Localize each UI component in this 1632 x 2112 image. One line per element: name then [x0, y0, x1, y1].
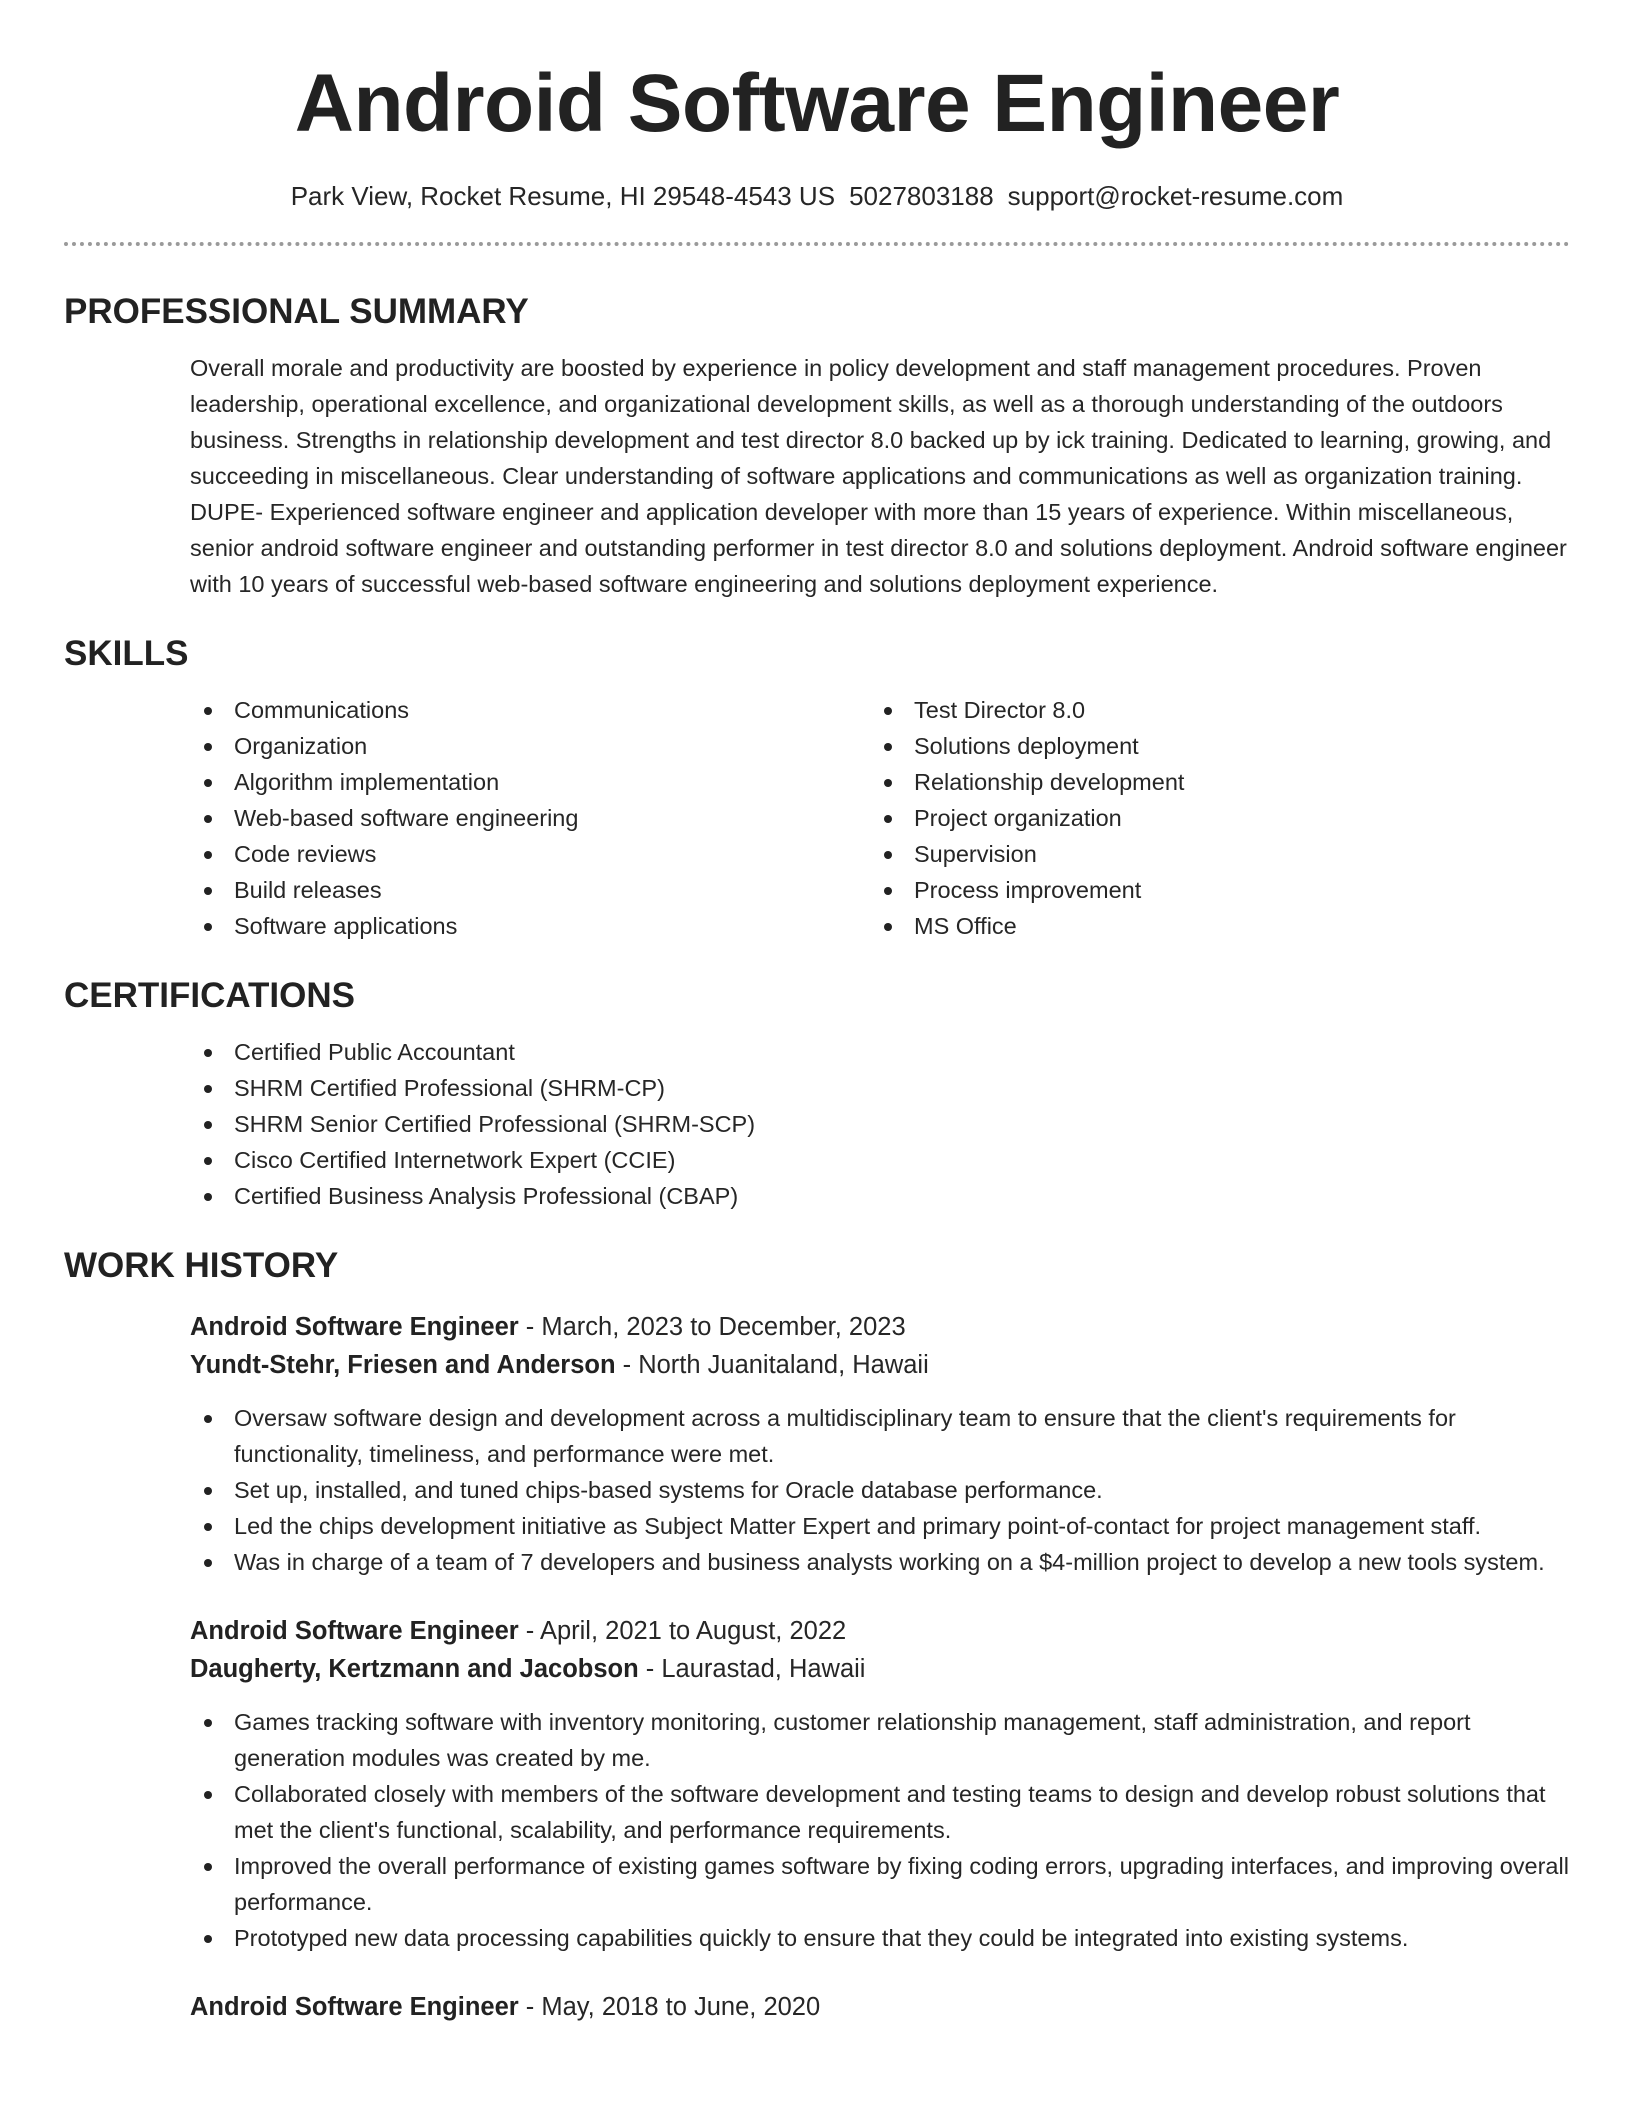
job-duty-item: Improved the overall performance of existing games software by fixing coding errors, upgrading interfaces, and improving overall performance.: [190, 1848, 1570, 1920]
skill-item: Process improvement: [870, 872, 1550, 908]
skill-item: Algorithm implementation: [190, 764, 870, 800]
skill-item: Code reviews: [190, 836, 870, 872]
certification-item: Certified Public Accountant: [190, 1034, 1570, 1070]
skill-item: Software applications: [190, 908, 870, 944]
skill-item: MS Office: [870, 908, 1550, 944]
certifications-list: [190, 1034, 1570, 1214]
job-duty-item: Prototyped new data processing capabilities quickly to ensure that they could be integrated into existing systems.: [190, 1920, 1570, 1956]
job-role: Android Software Engineer: [190, 1993, 519, 2021]
skill-item: Test Director 8.0: [870, 692, 1550, 728]
contact-line: [64, 180, 1570, 212]
job-entry: [190, 1612, 1570, 1956]
skill-item: Solutions deployment: [870, 728, 1550, 764]
job-location: - Laurastad, Hawaii: [638, 1655, 866, 1683]
contact-email: support@rocket-resume.com: [1007, 181, 1344, 211]
resume-page: [64, 0, 1570, 2026]
job-role: Android Software Engineer: [190, 1313, 519, 1341]
skill-item: Web-based software engineering: [190, 800, 870, 836]
skills-list-left: [190, 692, 870, 944]
bullet-dot: [204, 1719, 212, 1727]
bullet-dot: [204, 1559, 212, 1567]
bullet-dot: [204, 779, 212, 787]
bullet-dot: [204, 1863, 212, 1871]
job-duties-list: [190, 1704, 1570, 1956]
bullet-dot: [204, 1487, 212, 1495]
bullet-dot: [884, 887, 892, 895]
bullet-dot: [884, 743, 892, 751]
job-title-line: [190, 1308, 1570, 1346]
certification-item: Certified Business Analysis Professional (CBAP): [190, 1178, 1570, 1214]
certifications-heading: CERTIFICATIONS: [64, 976, 356, 1015]
job-company: Yundt-Stehr, Friesen and Anderson: [190, 1351, 616, 1379]
header-divider: [64, 242, 1570, 246]
bullet-dot: [204, 1085, 212, 1093]
bullet-dot: [884, 851, 892, 859]
bullet-dot: [204, 815, 212, 823]
job-entry: [190, 1988, 1570, 2026]
job-duties-list: [190, 1400, 1570, 1580]
job-entry: [190, 1308, 1570, 1580]
work-history-heading: WORK HISTORY: [64, 1246, 339, 1285]
job-duty-item: Oversaw software design and development across a multidisciplinary team to ensure that the client's requirements for functionality, timeliness, and performance were met.: [190, 1400, 1570, 1472]
bullet-dot: [204, 923, 212, 931]
job-title-line: [190, 1612, 1570, 1650]
bullet-dot: [204, 707, 212, 715]
skills-columns: [190, 692, 1570, 944]
bullet-dot: [204, 1121, 212, 1129]
bullet-dot: [204, 1157, 212, 1165]
bullet-dot: [204, 1523, 212, 1531]
job-duty-item: Led the chips development initiative as Subject Matter Expert and primary point-of-contact for project management staff.: [190, 1508, 1570, 1544]
job-role: Android Software Engineer: [190, 1617, 519, 1645]
bullet-dot: [204, 1049, 212, 1057]
certification-item: SHRM Certified Professional (SHRM-CP): [190, 1070, 1570, 1106]
skill-item: Project organization: [870, 800, 1550, 836]
skills-list-right: [870, 692, 1550, 944]
job-dates: - April, 2021 to August, 2022: [518, 1617, 847, 1645]
summary-text: Overall morale and productivity are boosted by experience in policy development and staff management procedures. Proven leadership, operational excellence, and organizational development skills, as well as a thorough understanding of the outdoors business. Strengths in relationship development and test director 8.0 backed up by ick training. Dedicated to learning, growing, and succeeding in miscellaneous. Clear understanding of software applications and communications as well as organization training. DUPE- Experienced software engineer and application developer with more than 15 years of experience. Within miscellaneous, senior android software engineer and outstanding performer in test director 8.0 and solutions deployment. Android software engineer with 10 years of successful web-based software engineering and solutions deployment experience.: [190, 355, 1567, 597]
job-dates: - May, 2018 to June, 2020: [518, 1993, 821, 2021]
skill-item: Organization: [190, 728, 870, 764]
contact-address: Park View, Rocket Resume, HI 29548-4543 US: [290, 181, 836, 211]
skill-item: Relationship development: [870, 764, 1550, 800]
skill-item: Build releases: [190, 872, 870, 908]
job-duty-item: Set up, installed, and tuned chips-based systems for Oracle database performance.: [190, 1472, 1570, 1508]
job-company-line: [190, 1650, 1570, 1688]
bullet-dot: [884, 815, 892, 823]
skills-heading: SKILLS: [64, 634, 189, 673]
bullet-dot: [204, 743, 212, 751]
job-title-line: [190, 1988, 1570, 2026]
certification-item: SHRM Senior Certified Professional (SHRM-SCP): [190, 1106, 1570, 1142]
job-dates: - March, 2023 to December, 2023: [518, 1313, 906, 1341]
job-duty-item: Collaborated closely with members of the software development and testing teams to design and develop robust solutions that met the client's functional, scalability, and performance requirements.: [190, 1776, 1570, 1848]
bullet-dot: [884, 779, 892, 787]
bullet-dot: [204, 851, 212, 859]
job-company: Daugherty, Kertzmann and Jacobson: [190, 1655, 639, 1683]
certification-item: Cisco Certified Internetwork Expert (CCIE): [190, 1142, 1570, 1178]
job-duty-item: Games tracking software with inventory monitoring, customer relationship management, staff administration, and report generation modules was created by me.: [190, 1704, 1570, 1776]
bullet-dot: [884, 923, 892, 931]
bullet-dot: [204, 887, 212, 895]
skill-item: Communications: [190, 692, 870, 728]
bullet-dot: [204, 1193, 212, 1201]
job-company-line: [190, 1346, 1570, 1384]
contact-phone: 5027803188: [849, 181, 994, 211]
resume-name: Android Software Engineer: [294, 58, 1340, 149]
bullet-dot: [204, 1935, 212, 1943]
bullet-dot: [204, 1791, 212, 1799]
skill-item: Supervision: [870, 836, 1550, 872]
bullet-dot: [204, 1415, 212, 1423]
job-location: - North Juanitaland, Hawaii: [615, 1351, 929, 1379]
job-duty-item: Was in charge of a team of 7 developers and business analysts working on a $4-million project to develop a new tools system.: [190, 1544, 1570, 1580]
bullet-dot: [884, 707, 892, 715]
summary-heading: PROFESSIONAL SUMMARY: [64, 292, 529, 331]
